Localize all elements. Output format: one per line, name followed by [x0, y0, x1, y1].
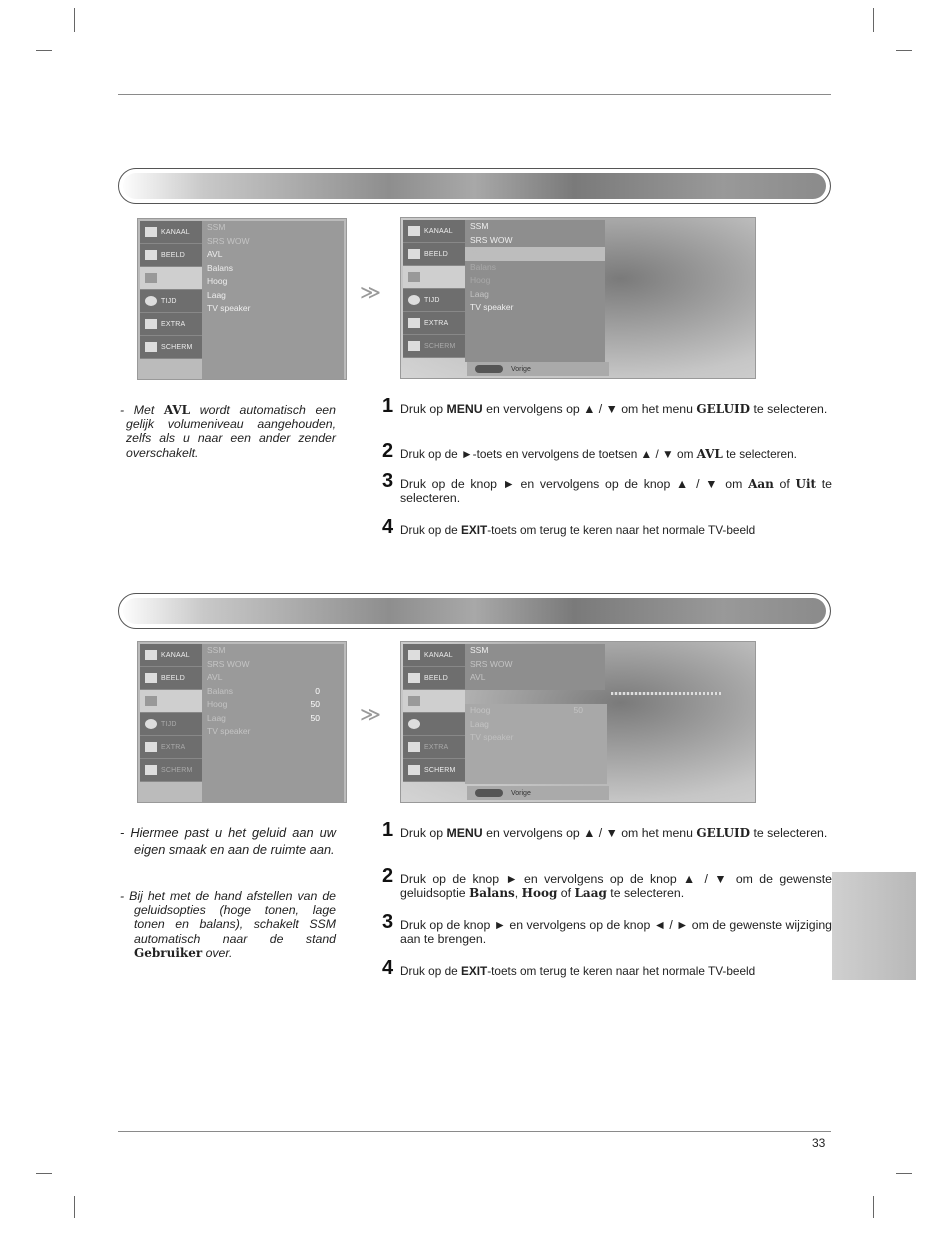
submenu-item: Balans — [470, 261, 496, 272]
side-menu — [140, 644, 202, 782]
sound-submenu — [465, 220, 605, 362]
sound-submenu — [202, 221, 344, 379]
step-4: 4 Druk op de EXIT-toets om terug te keren naar het normale TV-beeld — [382, 957, 756, 979]
crop-mark — [896, 50, 912, 51]
menu-kanaal: KANAAL — [403, 220, 465, 243]
clock-icon — [408, 719, 420, 729]
picture-icon — [145, 673, 157, 683]
tool-icon — [145, 742, 157, 752]
avl-note: - Met AVL wordt automatisch een gelijk volumeniveau aangehouden, zelfs als u naar een ander zender overschakelt. — [120, 403, 336, 460]
menu-beeld: BEELD — [403, 667, 465, 690]
submenu-item: SSM — [470, 645, 489, 655]
back-button-icon — [475, 789, 503, 797]
menu-kanaal: KANAAL — [140, 644, 202, 667]
sound-submenu — [465, 644, 605, 690]
screen-icon — [408, 765, 420, 775]
antenna-icon — [408, 650, 420, 660]
crop-mark — [873, 8, 874, 32]
vorige-bar: Vorige — [467, 362, 609, 376]
menu-geluid — [140, 690, 202, 713]
footer-rule — [118, 1131, 831, 1132]
menu-tijd: TIJD — [140, 713, 202, 736]
submenu-item: Laag — [207, 289, 226, 300]
side-menu — [140, 221, 202, 359]
crop-mark — [36, 1173, 52, 1174]
step-3: 3 Druk op de knop ► en vervolgens op de knop ◄ / ► om de gewenste wijziging aan te brengen. — [382, 911, 832, 947]
menu-geluid — [403, 690, 465, 713]
vorige-bar: Vorige — [467, 786, 609, 800]
menu-kanaal: KANAAL — [403, 644, 465, 667]
menu-beeld: BEELD — [140, 667, 202, 690]
tool-icon — [408, 742, 420, 752]
picture-icon — [145, 250, 157, 260]
submenu-item: Hoog — [470, 275, 491, 285]
submenu-item: Hoog 50 — [207, 699, 320, 709]
clock-icon — [145, 719, 157, 729]
step-3: 3 Druk op de knop ► en vervolgens op de knop ▲ / ▼ om Aan of Uit te selecteren. — [382, 470, 832, 506]
crop-mark — [36, 50, 52, 51]
clock-icon — [145, 296, 157, 306]
crop-mark — [873, 1196, 874, 1218]
back-button-icon — [475, 365, 503, 373]
menu-scherm: SCHERM — [403, 335, 465, 358]
next-arrow: ≫ — [360, 280, 381, 304]
level-slider — [611, 692, 721, 695]
submenu-item: AVL — [207, 249, 223, 259]
submenu-item: Hoog — [207, 276, 228, 286]
submenu-item: AVL — [465, 247, 605, 261]
menu-tijd: TIJD — [140, 290, 202, 313]
sound-detail-panel — [465, 704, 607, 784]
clock-icon — [408, 295, 420, 305]
menu-tijd — [403, 713, 465, 736]
section-banner — [118, 593, 831, 629]
submenu-item: Laag — [470, 718, 489, 729]
page-number: 33 — [812, 1136, 826, 1150]
menu-extra: EXTRA — [140, 736, 202, 759]
chapter-tab — [832, 872, 916, 980]
tool-icon — [145, 319, 157, 329]
crop-mark — [74, 1196, 75, 1218]
menu-geluid — [403, 266, 465, 289]
tv-screen-result — [400, 217, 756, 379]
submenu-item: Hoog 50 — [470, 705, 583, 715]
submenu-item: Laag 50 — [207, 712, 320, 723]
submenu-item: AVL — [470, 672, 486, 682]
section-banner — [118, 168, 831, 204]
side-menu — [403, 644, 465, 782]
speaker-icon — [145, 273, 157, 283]
sound-submenu — [202, 644, 344, 802]
side-menu — [403, 220, 465, 358]
step-2: 2 Druk op de knop ► en vervolgens op de knop ▲ / ▼ om de gewenste geluidsoptie Balans, Hoog of Laag te selecteren. — [382, 865, 832, 901]
submenu-item: TV speaker — [207, 303, 251, 313]
submenu-item: SRS WOW — [470, 658, 513, 669]
submenu-item: TV speaker — [207, 726, 251, 736]
screen-icon — [145, 765, 157, 775]
step-2: 2 Druk op de ►-toets en vervolgens de toetsen ▲ / ▼ om AVL te selecteren. — [382, 440, 797, 462]
sound-note-2: - Bij het met de hand afstellen van de geluidsopties (hoge tonen, lage tonen en balans), schakelt SSM automatisch naar de stand Gebruiker over. — [120, 889, 336, 960]
menu-extra: EXTRA — [403, 736, 465, 759]
menu-beeld: BEELD — [403, 243, 465, 266]
menu-geluid — [140, 267, 202, 290]
screen-icon — [145, 342, 157, 352]
crop-mark — [74, 8, 75, 32]
menu-scherm: SCHERM — [403, 759, 465, 782]
menu-scherm: SCHERM — [140, 336, 202, 359]
submenu-item: TV speaker — [470, 302, 514, 312]
speaker-icon — [408, 696, 420, 706]
step-1: 1 Druk op MENU en vervolgens op ▲ / ▼ om het menu GELUID te selecteren. — [382, 819, 828, 841]
submenu-item: TV speaker — [470, 732, 514, 742]
antenna-icon — [408, 226, 420, 236]
menu-scherm: SCHERM — [140, 759, 202, 782]
step-4: 4 Druk op de EXIT-toets om terug te keren naar het normale TV-beeld — [382, 516, 756, 538]
menu-beeld: BEELD — [140, 244, 202, 267]
antenna-icon — [145, 650, 157, 660]
next-arrow: ≫ — [360, 702, 381, 726]
screen-icon — [408, 341, 420, 351]
tv-screen-menu — [137, 218, 347, 380]
tv-screen-menu — [137, 641, 347, 803]
menu-extra: EXTRA — [140, 313, 202, 336]
submenu-item: SSM — [207, 645, 226, 655]
header-rule — [118, 94, 831, 95]
submenu-item: AVL — [207, 672, 223, 682]
speaker-icon — [408, 272, 420, 282]
submenu-item: SRS WOW — [470, 234, 513, 245]
picture-icon — [408, 673, 420, 683]
submenu-item: SSM — [470, 221, 489, 231]
submenu-item: SRS WOW — [207, 235, 250, 246]
submenu-item: SSM — [207, 222, 226, 232]
menu-extra: EXTRA — [403, 312, 465, 335]
speaker-icon — [145, 696, 157, 706]
sound-note-1: - Hiermee past u het geluid aan uw eigen smaak en aan de ruimte aan. — [120, 825, 336, 857]
tv-screen-result — [400, 641, 756, 803]
step-1: 1 Druk op MENU en vervolgens op ▲ / ▼ om het menu GELUID te selecteren. — [382, 395, 828, 417]
tool-icon — [408, 318, 420, 328]
menu-kanaal: KANAAL — [140, 221, 202, 244]
submenu-item: Laag — [470, 288, 489, 299]
submenu-item: Balans 0 — [207, 685, 320, 696]
picture-icon — [408, 249, 420, 259]
submenu-item: SRS WOW — [207, 658, 250, 669]
crop-mark — [896, 1173, 912, 1174]
submenu-item: Balans — [207, 262, 233, 273]
antenna-icon — [145, 227, 157, 237]
menu-tijd: TIJD — [403, 289, 465, 312]
